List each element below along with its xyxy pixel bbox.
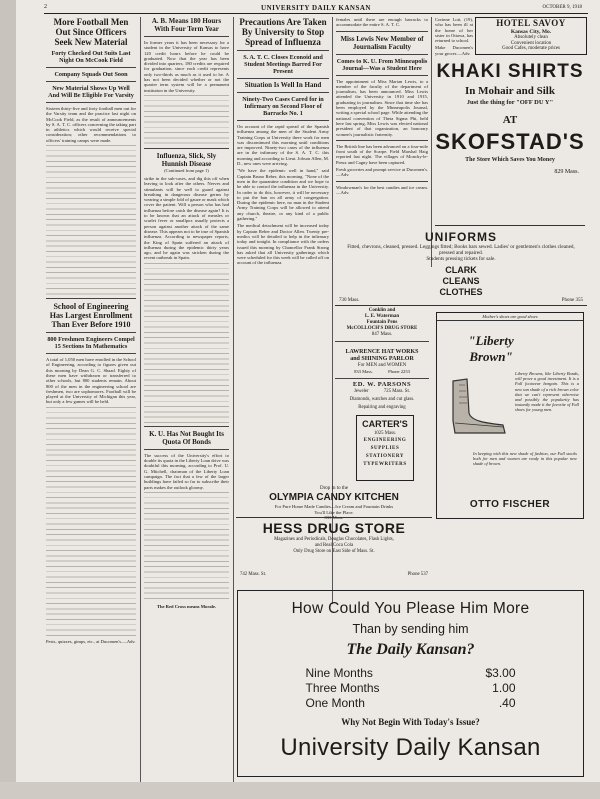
hess-phone: Phone 537 [407,572,428,577]
subhead-econoid: S. A. T. C. Closes Econoid and Student Meetings Barred For Present [243,54,323,75]
carters-line-4: TYPEWRITERS [363,462,407,467]
skofstad-store: SKOFSTAD'S [435,129,585,154]
article-barracks-end: females until there are enough barracks to accommodate the entire S. A. T. C. [336,17,428,28]
page-number: 2 [44,4,47,10]
column-football [46,17,136,646]
price-value: .40 [498,696,516,710]
headline-journalism: Miss Lewis New Member of Journalism Faculty [340,34,424,51]
hatworks-line-2: and SHINING PARLOR [350,356,414,362]
column-divider [140,17,141,782]
uniforms-phone: Phone 355 [561,298,583,303]
carters-line-2: SUPPLIES [370,446,400,451]
divider [144,148,229,149]
subhead-football: Forty Checked Out Suits Last Night On McCook Field [51,50,131,64]
price-row [306,681,516,696]
conklin-line-1: Conklin and [368,308,396,313]
ad-liberty-brown [436,312,584,519]
headline-precautions: Precautions Are Taken By University to Stop Spread of Influenza [239,17,327,47]
liberty-header: Mother's shoes are good shoes [437,313,583,321]
continued-note: (Continued from page 1) [164,167,209,173]
hotel-name: HOTEL SAVOY [496,18,566,28]
carters-name: CARTER'S [362,419,408,429]
hatworks-line-3: For MEN and WOMEN [357,363,407,368]
price-value: 1.00 [492,681,516,695]
divider [336,75,428,76]
price-label: Nine Months [305,666,373,680]
skofstad-line-2: In Mohair and Silk [465,85,555,97]
divider [237,92,329,93]
ad-grocer: Make Ducomen's your grocer.—Adv. [435,45,473,56]
divider [236,517,432,518]
price-label: Three Months [305,681,380,695]
carters-line-1: ENGINEERING [363,438,407,443]
hess-line-3: Only Drug Store on East Side of Mass. St. [293,549,375,554]
article-british-line: The British line has been advanced on a four-mile front south of the Scarpe. Field Marshal Haig reported last night. The villages of Monchy-le-Preux and Cagny have been captured. [336,143,428,165]
divider [336,31,428,32]
hess-address: 742 Mass. St. [240,572,267,577]
conklin-line-2: L. E. Waterman [364,314,400,319]
liberty-owner: OTTO FISCHER [469,499,551,510]
skofstad-tagline: The Store Which Saves You Money [465,157,555,163]
kansan-line-1: How Could You Please Him More [291,600,530,617]
uniforms-body: Fitted, chevrons, cleaned, pressed. Leggings fitted; Books bars sewed. Ladies' or gentlemen's clothes cleaned, pressed and repaired. [347,244,575,256]
hatworks-phone: Phone 2253 [388,369,410,374]
scan-edge-bottom [0,782,600,799]
price-row [306,696,516,711]
headline-bonds: K. U. Has Not Bought Its Quota Of Bonds [149,429,224,446]
price-value: $3.00 [485,666,516,680]
clark-logo: CLARK CLEANS CLOTHES [439,265,483,297]
liberty-name: "Liberty Brown" [468,333,514,364]
ad-conklin [335,308,429,345]
parsons-line-1: Diamonds, watches and cut glass. [349,397,415,402]
ad-skofstads [435,60,585,226]
divider [237,78,329,79]
divider [46,353,136,354]
divider [335,378,429,379]
ad-olympia-candy [236,486,432,520]
ad-candies: Windowman's for the best candies and ice cream.—Adv. [336,184,428,195]
parsons-name: ED. W. PARSONS [352,381,412,388]
uniforms-headline: UNIFORMS [425,230,497,244]
carters-line-3: STATIONERY [365,454,405,459]
column-ab-hours [144,17,229,611]
candy-address: 833 Mass. [324,515,344,520]
hotel-city: Kansas City, Mo. [510,29,552,35]
divider [46,102,136,103]
article-football: Sixteen thirty-five and forty football men out for the Varsity team and the practice last night on McCook Field, as the result of announcements by S. A. T. C. officers concerning the taking part in athletics which would receive special consideration; other recommendations to officers' training camps were made. [46,106,136,143]
conklin-line-3: Fountain Pens [366,320,398,325]
column-divider [233,17,234,782]
hotel-line-1: Absolutely clean [514,35,548,40]
hotel-line-3: Good Cafes, moderate prices [501,46,561,51]
subhead-situation: Situation Is Well In Hand [244,81,322,89]
ad-hotel-savoy [475,17,587,55]
candy-line: For Pure Home Made Candies—Ice Cream and Fountain Drinks [274,504,394,509]
article-engineering: A total of 1,050 men have enrolled in the School of Engineering, according to figures given out this morning by Dean G. C. Shaad. Eighty of these men have withdrawn or transferred to other schools, but 800 students remain. About 800 of the men in the engineering school are freshmen, two are sophomores. Football will be played at the University of Michigan this year, but only a few games will be held. [46,357,136,405]
kansan-price-list [306,666,516,711]
skofstad-line-3: Just the thing for "OFF DU Y" [466,99,554,106]
hess-line-2: and Real Coca Cola [314,543,354,548]
ad-hess-drug [236,520,432,586]
hotel-line-2: Convenient location [510,40,552,46]
subhead-journalism: Comes to K. U. From Minneapolis Journal—Was a Student Here [336,57,428,72]
liberty-body-2: In keeping with this new shade of fashion, our Fall stocks both for men and women are ready in this popular new shade of brown. [473,451,577,467]
candy-tag: You'll Like the Place. [314,510,354,515]
shoe-illustration [445,373,511,439]
column-notes [435,17,473,58]
column-journalism [336,17,428,197]
uniforms-note: Students pressing tickets for sale. [426,256,496,262]
article-bonds-continued [144,492,229,602]
skofstad-address: 829 Mass. [554,169,579,175]
masthead-rule [44,13,588,14]
article-football-continued [46,145,136,295]
ad-parsons [335,381,429,411]
article-engineering-continued [46,407,136,637]
kansan-cta: Why Not Begin With Today's Issue? [341,717,480,727]
divider [336,140,428,141]
kansan-logo: University Daily Kansan [280,734,541,761]
article-ab-hours-continued [144,95,229,145]
divider [336,181,428,182]
ad-groceries: Fresh groceries and prompt service at Ducomen's.—Adv. [336,167,428,178]
masthead-title: UNIVERSITY DAILY KANSAN [261,4,371,12]
parsons-address: 725 Mass. St. [383,389,410,394]
divider [237,50,329,51]
hatworks-line-1: LAWRENCE HAT WORKS [345,349,419,355]
skofstad-headline: KHAKI SHIRTS [436,61,584,82]
price-label: One Month [305,696,365,710]
subhead-squads: Company Squads Out Soon [54,71,128,78]
ad-hat-works [335,349,429,382]
parsons-trade: Jeweler [354,389,369,394]
carters-address: 1025 Mass. [373,431,397,436]
conklin-line-4: McCOLLOCH'S DRUG STORE [346,326,418,331]
headline-engineering: School of Engineering Has Largest Enrollment Than Ever Before 1910 [49,302,133,330]
hatworks-contact [335,369,429,375]
kansan-line-3: The Daily Kansan? [346,641,475,658]
uniforms-address: 730 Mass. [339,298,360,303]
kansan-line-2: Than by sending him [352,622,469,636]
divider [237,120,329,121]
divider [144,36,229,37]
article-precautions: On account of the rapid spread of the Spanish influenza among the men of the Student Army Training Corps at University there work for men was discontinued this morning until conditions are improved. Ninety-two cases of the influenza are in the infirmary of the S. A. T. C. this morning and according to Lieut. Jobson Allen, M. D., new ones were arriving. [237,124,329,167]
note-lott: Corinne Lott, (19), who has been ill at the home of her sister in Ottawa, has returned to school. [435,17,473,44]
headline-influenza: Influenza, Slick, Sly Hunnish Disease [156,151,217,168]
liberty-body: Liberty Browns, like Liberty Bonds, will prove a good investment. It is a Fall footwear bargain. This is a new tan shade of a rich brown color that we can't represent otherwise and possibly the popularity has instantly made it the favorite of Fall shoes for young men. [515,371,579,413]
divider [144,426,229,427]
divider [335,341,429,342]
article-influenza: strike in the sub-cases, and dig this off when leaving to look after the others. Nerves and stimulants will be well to guard against breathing in dangerous disease germs by wearing a simple fold of gauze or mask which cover the patient. Will a person who has had influenza before catch the disease again? It is to be known that an attack of measles or scarlet fever or smallpox usually protects a person against another attack of the same disease. This appears not to be true of Spanish influenza. According to newspaper reports, the King of Spain suffered an attack of influenza during the epidemic thirty years ago, and he again was stricken during the recent outbreak in Spain. [144,175,230,261]
headline-ab-hours: A. B. Means 180 Hours With Four Term Year [151,17,222,33]
parsons-trade-line [335,389,429,395]
headline-football: More Football Men Out Since Officers Seek New Material [53,17,129,47]
skofstad-at: AT [502,114,518,126]
article-bonds: The success of the University's effort to double its quota in the Liberty Loan drive was doubtful this morning, according to Prof. U. G. Mitchell, chairman of the Liberty Loan campaign. The fact that a few of the larger buildings have failed so far to subscribe their parts makes the outlook gloomy. [144,452,229,490]
candy-name: OLYMPIA CANDY KITCHEN [269,492,399,503]
divider [46,332,136,333]
candy-pre: Drop in to the [320,486,348,491]
ad-pests: Pests, quizzes, gimps, etc., at Ducomen's.—Adv. [46,638,136,644]
scan-edge-left [0,0,16,799]
article-precautions-end: The medical detachment will be increased today by Captain Reber and Doctor Allen. Twenty pre-medics will be detailed to help in the infirmary today and tonight. In compliance with the orders issued this morning by Chancellor Frank Strong has asked that all University gatherings which were scheduled for this week will be called off on account of the influenza. [237,223,329,266]
hess-line-1: Magazines and Periodicals, Douglas Chocolates, Flash Lights, [274,537,394,542]
divider [46,81,136,82]
ad-red-cross: The Red Cross means Morale. [156,603,217,609]
conklin-line-5: 847 Mass. [371,332,393,337]
divider [144,449,229,450]
divider [46,298,136,299]
article-journalism: The appointment of Miss Marian Lewis, to a member of the faculty of the department of journalism, has been announced. Miss Lewis attended the University in 1910 and 1915, graduating in journalism. Since that time she has been employed by the Minneapolis Journal, writing a special school page. While attending the national convention of Theta Sigma Phi, held here last spring, Miss Lewis was elected national president of that organization, an honorary women's journalistic fraternity. [336,78,428,137]
subhead-engineering: 800 Freshmen Engineers Compel 15 Sections In Mathematics [47,336,135,351]
article-ab-hours: In former years it has been necessary for a student in the University of Kansas to have 120 credit hours before he could be graduated. Now that the year has been divided into quarters, 180 credits are required for graduation, since each credit represents only two-thirds as much as it used to be. A has not been decided whether or not the quarter term system will be a permanent institution in the University. [144,40,229,93]
hess-name: HESS DRUG STORE [262,520,406,536]
subhead-material: New Material Shows Up Well And Will Be Eligible For Varsity [48,85,134,99]
ad-carters [356,415,414,481]
ad-uniforms [335,230,587,306]
article-influenza-continued [144,263,229,423]
divider [46,67,136,68]
price-row [306,666,516,681]
divider [336,54,428,55]
subhead-infirmary: Ninety-Two Cases Cared for in Infirmary on Second Floor of Barracks No. 1 [242,96,324,117]
masthead-date: OCTOBER 9, 1918 [542,5,582,10]
column-precautions [237,17,329,268]
parsons-line-2: Repairing and engraving [358,405,406,410]
ad-daily-kansan [237,590,584,777]
hatworks-address: 833 Mass. [354,369,373,374]
article-precautions-quote: "We have the epidemic well in hand," said Captain Bruno Reber, this morning. "None of the men in the quarantine condition and we hope to be able to control the influenza in the University. In order to do this, however, it will be necessary to put the ban on all army of congregation. During the epidemic here, no man in the Student Army Training Corps will be allowed to attend any church, theatre, or any kind of a public gathering." [237,168,329,222]
